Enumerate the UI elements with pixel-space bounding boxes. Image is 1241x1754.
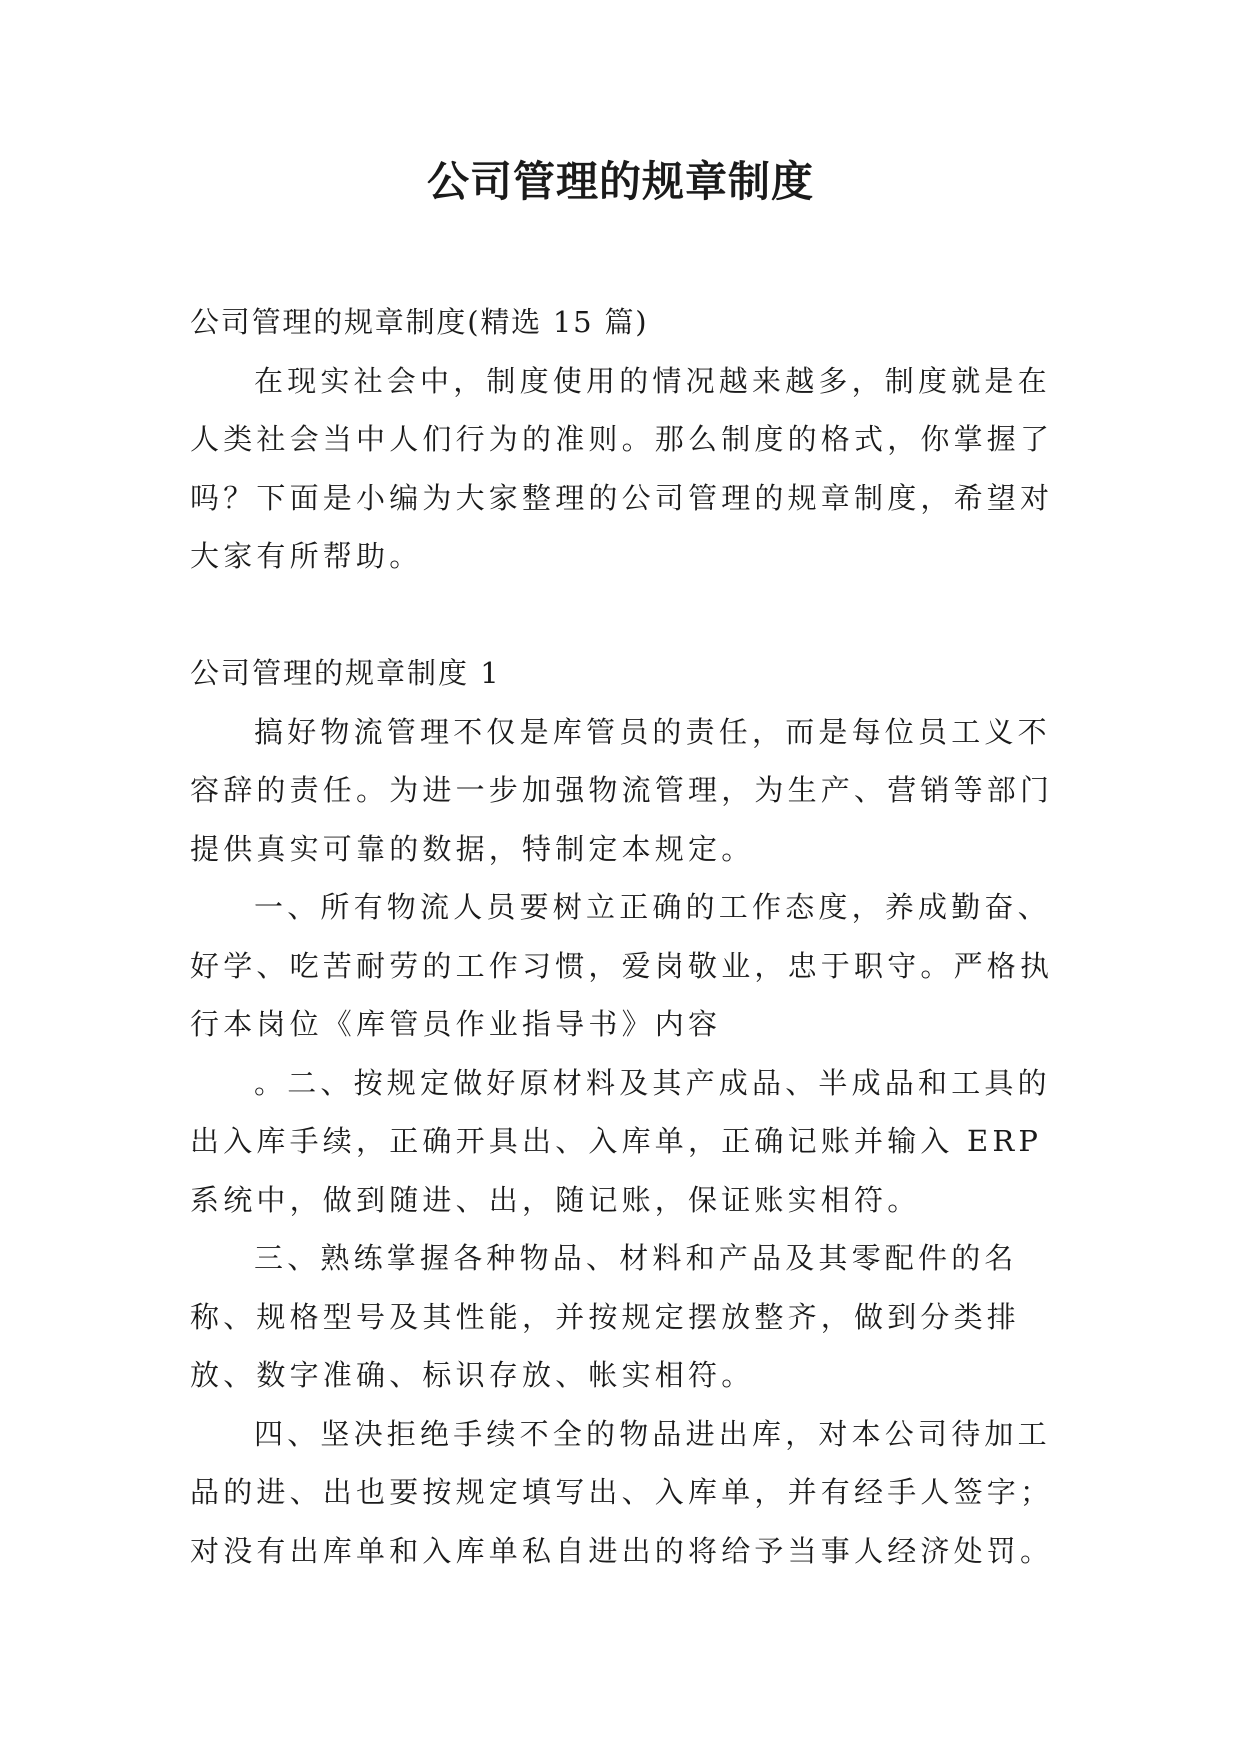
body-paragraph: 三、熟练掌握各种物品、材料和产品及其零配件的名称、规格型号及其性能，并按规定摆放整齐，做到分类排放、数字准确、标识存放、帐实相符。	[190, 1241, 1021, 1392]
document-subtitle: 公司管理的规章制度(精选 15 篇)	[190, 305, 649, 339]
document-body	[190, 293, 1055, 1580]
page-title: 公司管理的规章制度	[426, 157, 814, 206]
intro-paragraph: 在现实社会中，制度使用的情况越来越多，制度就是在人类社会当中人们行为的准则。那么制度的格式，你掌握了吗？下面是小编为大家整理的公司管理的规章制度，希望对大家有所帮助。	[190, 363, 1054, 573]
body-paragraph: 四、坚决拒绝手续不全的物品进出库，对本公司待加工品的进、出也要按规定填写出、入库单，并有经手人签字；对没有出库单和入库单私自进出的将给予当事人经济处罚。	[190, 1416, 1054, 1568]
body-paragraph: 搞好物流管理不仅是库管员的责任，而是每位员工义不容辞的责任。为进一步加强物流管理，为生产、营销等部门提供真实可靠的数据，特制定本规定。	[190, 714, 1054, 866]
paragraph-spacer	[190, 586, 1055, 645]
body-paragraph: 。二、按规定做好原材料及其产成品、半成品和工具的出入库手续，正确开具出、入库单，正确记账并输入 ERP 系统中，做到随进、出，随记账，保证账实相符。	[190, 1065, 1051, 1217]
section-heading: 公司管理的规章制度 1	[190, 656, 501, 690]
body-paragraph: 一、所有物流人员要树立正确的工作态度，养成勤奋、好学、吃苦耐劳的工作习惯，爱岗敬业，忠于职守。严格执行本岗位《库管员作业指导书》内容	[190, 890, 1054, 1041]
